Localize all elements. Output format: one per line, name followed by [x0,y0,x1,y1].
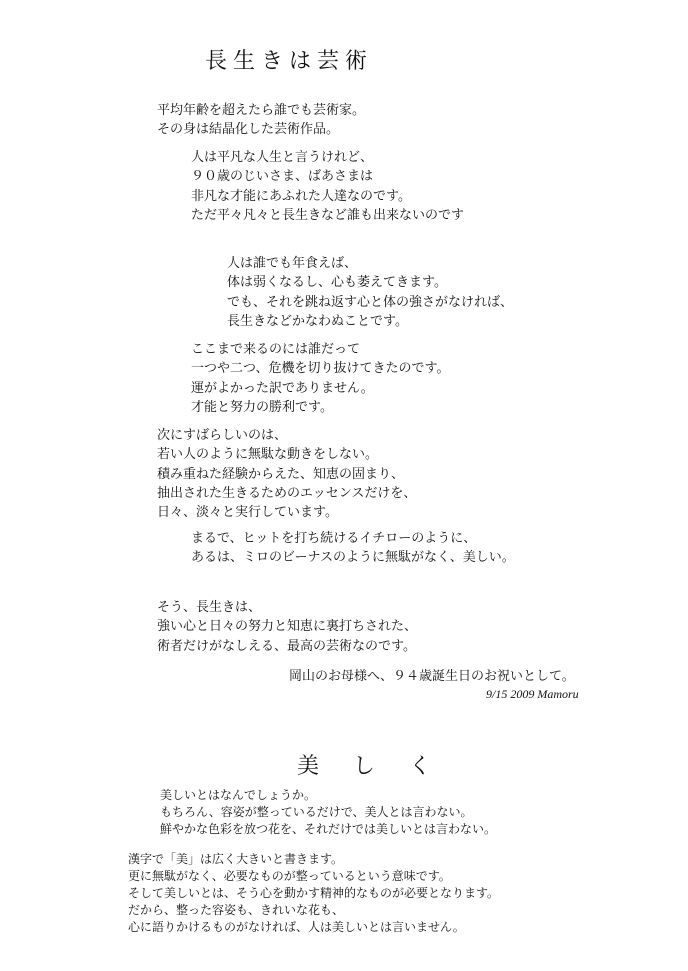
poem1-stanza-4-line-1: ここまで来るのには誰だって [191,342,361,357]
poem1-stanza-1-line-2: その身は結晶化した芸術作品。 [157,122,340,138]
poem1-stanza-5-line-1: 次にすばらしいのは、 [157,428,288,443]
poem1-stanza-3-line-3: でも、それを跳ね返す心と体の強さがなければ、 [227,294,514,310]
poem1-stanza-6-line-2: あるは、ミロのビーナスのように無駄がなく、美しい。 [191,550,515,566]
poem1-stanza-6-line-1: まるで、ヒットを打ち続けるイチローのように、 [191,531,477,546]
poem1-stanza-7 [157,598,417,656]
poem1-stanza-6 [191,529,515,568]
poem1-signature: 9/15 2009 Mamoru [486,687,579,701]
poem1-dedication [289,667,575,686]
poem2-stanza-2-line-4: だから、整った容姿も、きれいな花も、 [128,903,345,917]
poem1-stanza-2-line-4: ただ平々凡々と長生きなど誰も出来ないのです [191,207,465,223]
poem1-stanza-3-line-1: 人は誰でも年食えば、 [227,256,358,271]
poem2-stanza-1-line-1: 美しいとはなんでしょうか。 [160,788,317,802]
poem1-stanza-1-line-1: 平均年齢を超えたら誰でも芸術家。 [157,103,366,118]
poem2-stanza-2-line-3: そして美しいとは、そう心を動かす精神的なものが必要となります。 [128,886,500,900]
poem2-stanza-2-line-5: 心に語りかけるものがなければ、人は美しいとは言いません。 [128,920,465,934]
poem1-stanza-5-line-2: 若い人のように無駄な動きをしない。 [157,447,379,463]
poem1-stanza-4-line-2: 一つや二つ、危機を切り抜けてきたのです。 [191,361,450,377]
poem1-stanza-3-line-2: 体は弱くなるし、心も萎えてきます。 [227,275,447,291]
poem1-stanza-3 [227,254,513,331]
poem2-stanza-1-line-2: もちろん、容姿が整っているだけで、美人とは言わない。 [160,805,473,819]
poem1-stanza-3-line-4: 長生きなどかなわぬことです。 [227,313,408,329]
poem1-stanza-2-line-3: 非凡な才能にあふれた人達なのです。 [191,188,411,204]
poem1-stanza-7-line-3: 術者だけがなしえる、最高の芸術なのです。 [157,638,416,654]
poem1-dedication-line: 岡山のお母様へ、９４歳誕生日のお祝いとして。 [289,669,575,684]
poem1-stanza-5-line-4: 抽出された生きるためのエッセンスだけを、 [157,485,417,501]
poem1-stanza-5-line-5: 日々、淡々と実行しています。 [157,505,338,521]
poem2-stanza-1 [160,787,496,838]
poem2-stanza-1-line-3: 鮮やかな色彩を放つ花を、それだけでは美しいとは言わない。 [160,822,497,836]
poem2-stanza-2 [128,851,499,936]
poem1-title: 長生きは芸術 [205,49,374,74]
poem1-stanza-2-line-1: 人は平凡な人生と言うけれど、 [191,150,374,165]
poem2-title: 美 し く [297,754,438,779]
poem1-stanza-2 [191,148,464,225]
poem2-stanza-2-line-2: 更に無駄がなく、必要なものが整っているという意味です。 [128,869,451,883]
poem1-stanza-2-line-2: ９０歳のじいさま、ばあさまは [191,169,374,185]
poem1-stanza-7-line-2: 強い心と日々の努力と知恵に裏打ちされた、 [157,619,418,635]
poem2-stanza-2-line-1: 漢字で「美」は広く大きいと書きます。 [128,852,344,866]
poem1-stanza-5-line-3: 積み重ねた経験からえた、知恵の固まり、 [157,466,405,482]
poem1-stanza-5 [157,426,416,522]
poem1-stanza-7-line-1: そう、長生きは、 [157,600,262,615]
poem1-stanza-4 [191,340,449,417]
poem1-stanza-4-line-3: 運がよかった訳でありません。 [191,380,374,396]
poem1-stanza-4-line-4: 才能と努力の勝利です。 [191,399,333,415]
poem1-stanza-1 [157,101,365,140]
